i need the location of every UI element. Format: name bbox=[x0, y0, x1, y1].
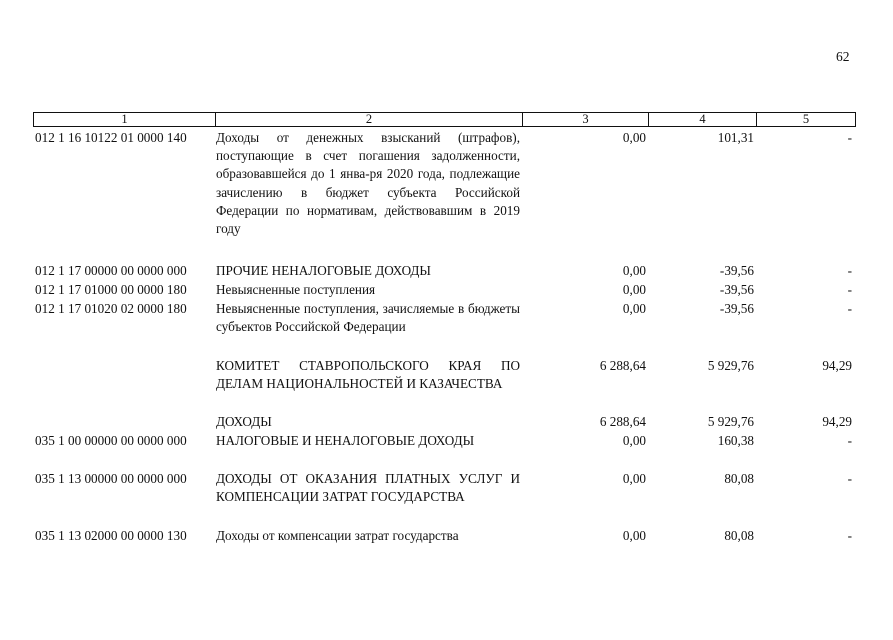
row-col-5: - bbox=[847, 433, 852, 448]
header-col-2: 2 bbox=[216, 113, 523, 126]
row-col-4: 5 929,76 bbox=[707, 358, 754, 373]
row-col-4: 160,38 bbox=[717, 433, 754, 448]
row-col-5: - bbox=[847, 528, 852, 543]
row-col-3: 0,00 bbox=[622, 301, 646, 316]
row-col-4: 5 929,76 bbox=[707, 414, 754, 429]
row-col-4: 80,08 bbox=[724, 471, 754, 486]
header-col-1: 1 bbox=[34, 113, 216, 126]
row-code: 012 1 16 10122 01 0000 140 bbox=[35, 130, 187, 145]
row-name: КОМИТЕТ СТАВРОПОЛЬСКОГО КРАЯ ПО ДЕЛАМ НАЦИОНАЛЬНОСТЕЙ И КАЗАЧЕСТВА bbox=[216, 358, 520, 392]
row-col-5: - bbox=[847, 471, 852, 486]
row-col-4: -39,56 bbox=[719, 282, 754, 297]
row-col-3: 6 288,64 bbox=[599, 414, 646, 429]
row-code: 012 1 17 01000 00 0000 180 bbox=[35, 282, 187, 297]
row-col-5: - bbox=[847, 282, 852, 297]
row-name: Невыясненные поступления, зачисляемые в бюджеты субъектов Российской Федерации bbox=[216, 301, 520, 335]
header-col-4: 4 bbox=[649, 113, 757, 126]
header-col-5: 5 bbox=[802, 112, 810, 126]
row-col-3: 0,00 bbox=[622, 130, 646, 145]
row-col-5: - bbox=[847, 263, 852, 278]
row-col-5: - bbox=[847, 130, 852, 145]
row-code: 035 1 13 02000 00 0000 130 bbox=[35, 528, 187, 543]
row-name: Невыясненные поступления bbox=[216, 282, 376, 297]
row-col-3: 0,00 bbox=[622, 471, 646, 486]
row-name: ДОХОДЫ ОТ ОКАЗАНИЯ ПЛАТНЫХ УСЛУГ И КОМПЕНСАЦИИ ЗАТРАТ ГОСУДАРСТВА bbox=[216, 471, 520, 505]
row-code: 012 1 17 01020 02 0000 180 bbox=[35, 301, 187, 316]
row-col-4: 80,08 bbox=[724, 528, 754, 543]
row-name: ДОХОДЫ bbox=[216, 414, 272, 429]
row-code: 035 1 13 00000 00 0000 000 bbox=[35, 471, 187, 486]
row-col-5: 94,29 bbox=[822, 414, 852, 429]
row-col-5: - bbox=[847, 301, 852, 316]
table-header bbox=[33, 112, 856, 127]
row-col-3: 0,00 bbox=[622, 433, 646, 448]
header-col-3: 3 bbox=[523, 113, 649, 126]
page-number: 62 bbox=[836, 49, 850, 64]
row-col-4: -39,56 bbox=[719, 263, 754, 278]
row-name: НАЛОГОВЫЕ И НЕНАЛОГОВЫЕ ДОХОДЫ bbox=[216, 433, 475, 448]
row-col-3: 6 288,64 bbox=[599, 358, 646, 373]
row-name: Доходы от денежных взысканий (штрафов), поступающие в счет погашения задолженности, образовавшейся до 1 янва-ря 2020 года, подлежащие зачислению в бюджет субъекта Российской Федерации по нормативам, действовавшим в 2019 году bbox=[216, 130, 520, 237]
row-col-4: -39,56 bbox=[719, 301, 754, 316]
row-col-3: 0,00 bbox=[622, 263, 646, 278]
row-col-3: 0,00 bbox=[622, 282, 646, 297]
row-name: Доходы от компенсации затрат государства bbox=[216, 528, 459, 543]
row-col-4: 101,31 bbox=[717, 130, 754, 145]
row-name: ПРОЧИЕ НЕНАЛОГОВЫЕ ДОХОДЫ bbox=[216, 263, 431, 278]
row-code: 035 1 00 00000 00 0000 000 bbox=[35, 433, 187, 448]
row-code: 012 1 17 00000 00 0000 000 bbox=[35, 263, 187, 278]
row-col-5: 94,29 bbox=[822, 358, 852, 373]
row-col-3: 0,00 bbox=[622, 528, 646, 543]
